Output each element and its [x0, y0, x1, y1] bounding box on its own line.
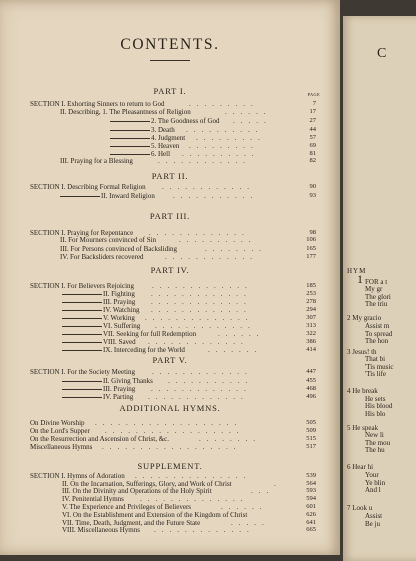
toc-entry-label: II. On the Incarnation, Sufferings, Glory, and Work of Christ: [62, 480, 232, 488]
toc-entry: [62, 526, 140, 534]
facing-page-text: 'Tis music: [365, 363, 394, 371]
facing-page: [343, 16, 416, 561]
toc-entry: [110, 134, 185, 142]
facing-page-text: The glori: [365, 293, 391, 301]
toc-entry: [60, 245, 177, 253]
ditto-rule: [62, 397, 102, 398]
ditto-rule: [62, 294, 102, 295]
toc-page-number: 509: [306, 427, 316, 434]
leader-dots: .......: [208, 346, 263, 354]
toc-entry-label: V. Working: [103, 314, 135, 322]
facing-page-text: C: [377, 46, 387, 61]
toc-page-number: 106: [306, 236, 316, 243]
toc-page-number: 165: [306, 245, 316, 252]
toc-entry: [110, 126, 175, 134]
toc-page-number: 294: [306, 306, 316, 313]
toc-page-number: 386: [306, 338, 316, 345]
toc-entry-label: On Divine Worship: [30, 419, 85, 427]
toc-page-number: 322: [306, 330, 316, 337]
toc-page-number: 496: [306, 393, 316, 400]
toc-page-number: 278: [306, 298, 316, 305]
toc-entry-label: Miscellaneous Hymns: [30, 443, 93, 451]
toc-entry-label: SECTION I. For the Society Meeting: [30, 368, 135, 376]
leader-dots: ......: [225, 108, 272, 116]
leader-dots: ........: [205, 245, 267, 253]
facing-page-text: 2 My gracio: [347, 314, 382, 322]
toc-page-number: 98: [309, 229, 316, 236]
part-heading: PART IV.: [150, 265, 190, 275]
toc-entry-label: SECTION I. Describing Formal Religion: [30, 183, 146, 191]
facing-page-text: Ye blin: [365, 479, 386, 487]
toc-entry: [30, 183, 146, 191]
facing-page-text: Assist: [365, 512, 383, 520]
part-heading: SUPPLEMENT.: [137, 461, 203, 471]
toc-entry: [62, 511, 247, 519]
toc-page-number: 447: [306, 368, 316, 375]
leader-dots: ...: [251, 487, 275, 495]
leader-dots: ............: [165, 253, 258, 261]
leader-dots: ............: [158, 157, 251, 165]
leader-dots: .............: [148, 338, 249, 346]
facing-page-text: He sets: [365, 395, 386, 403]
facing-page-text: The hon: [365, 337, 389, 345]
toc-entry-label: 4. Judgment: [151, 134, 186, 142]
leader-dots: .........: [189, 100, 259, 108]
toc-entry-label: VII. Time, Death, Judgment, and the Future State: [62, 519, 201, 527]
toc-page-number: 601: [306, 503, 316, 510]
facing-page-text: His blood: [365, 402, 393, 410]
toc-entry-label: II. Fighting: [103, 290, 135, 298]
toc-entry: [62, 314, 135, 322]
toc-page-number: 515: [306, 435, 316, 442]
page-column-label: PAGE: [307, 92, 320, 97]
toc-entry: [60, 192, 155, 200]
facing-page-text: And l: [365, 486, 381, 494]
toc-entry: [62, 495, 124, 503]
toc-entry: [62, 290, 135, 298]
toc-entry-label: IV. For Backsliders recovered: [60, 253, 144, 261]
leader-dots: ...................: [95, 419, 243, 427]
toc-page-number: 665: [306, 526, 316, 533]
ditto-rule: [62, 334, 102, 335]
toc-entry-label: II. Inward Religion: [101, 192, 155, 200]
toc-entry-label: IV. Penitential Hymns: [62, 495, 124, 503]
ditto-rule: [62, 389, 102, 390]
toc-entry-label: IX. Interceding for the World: [103, 346, 185, 354]
toc-page-number: 27: [309, 117, 316, 124]
ditto-rule: [110, 154, 150, 155]
facing-page-text: 4 He break: [347, 387, 378, 395]
facing-page-text: HYM: [347, 267, 367, 275]
toc-page-number: 307: [306, 314, 316, 321]
toc-entry-label: VIII. Miscellaneous Hymns: [62, 526, 140, 534]
toc-page-number: 594: [306, 495, 316, 502]
leader-dots: ........: [199, 435, 261, 443]
toc-entry-label: VI. Suffering: [103, 322, 141, 330]
part-heading: PART I.: [153, 86, 187, 96]
leader-dots: .............: [152, 368, 253, 376]
part-heading: PART II.: [151, 171, 189, 181]
toc-entry: [30, 419, 85, 427]
toc-entry: [62, 503, 191, 511]
leader-dots: .............: [151, 290, 252, 298]
toc-page-number: 7: [312, 100, 316, 107]
leader-dots: ..............: [145, 314, 254, 322]
toc-entry: [62, 306, 140, 314]
toc-entry: [62, 487, 212, 495]
toc-entry-label: II. Giving Thanks: [103, 377, 153, 385]
facing-page-text: 5 He speak: [347, 424, 379, 432]
toc-page-number: 593: [306, 487, 316, 494]
leader-dots: ..............: [140, 495, 249, 503]
facing-page-text: His blo: [365, 410, 386, 418]
leader-dots: .........: [196, 134, 266, 142]
facing-page-text: 'Tis life: [365, 370, 387, 378]
toc-entry-label: II. For Mourners convinced of Sin: [60, 236, 157, 244]
toc-entry: [110, 117, 220, 125]
toc-entry: [62, 393, 133, 401]
toc-entry: [62, 385, 135, 393]
toc-entry: [62, 377, 153, 385]
facing-page-text: The hu: [365, 446, 385, 454]
toc-page-number: 505: [306, 419, 316, 426]
toc-entry-label: 5. Heaven: [151, 142, 180, 150]
toc-page-number: 185: [306, 282, 316, 289]
toc-page-number: 82: [309, 157, 316, 164]
facing-page-text: 3 Jesus! th: [347, 348, 377, 356]
toc-entry: [30, 100, 165, 108]
ditto-rule: [62, 302, 102, 303]
ditto-rule: [62, 350, 102, 351]
facing-page-text: 7 Look u: [347, 504, 373, 512]
toc-page-number: 641: [306, 519, 316, 526]
leader-dots: .............: [151, 306, 252, 314]
facing-page-text: That bi: [365, 355, 386, 363]
toc-entry-label: VIII. Saved: [103, 338, 136, 346]
toc-entry: [30, 282, 134, 290]
toc-entry-label: VII. Seeking for full Redemption: [103, 330, 197, 338]
toc-page-number: 414: [306, 346, 316, 353]
ditto-rule: [62, 381, 102, 382]
toc-page-number: 455: [306, 377, 316, 384]
toc-entry-label: IV. Watching: [103, 306, 140, 314]
leader-dots: .....: [231, 519, 270, 527]
toc-entry: [60, 236, 156, 244]
leader-dots: .............: [149, 229, 250, 237]
toc-entry-label: 3. Death: [151, 126, 175, 134]
toc-entry-label: 6. Hell: [151, 150, 171, 158]
toc-entry-label: III. Praying: [103, 385, 136, 393]
toc-page-number: 539: [306, 472, 316, 479]
toc-entry-label: III. For Persons convinced of Backsliding: [60, 245, 178, 253]
toc-entry-label: V. The Experience and Privileges of Believers: [62, 503, 192, 511]
toc-entry: [62, 322, 140, 330]
ditto-rule: [110, 130, 150, 131]
toc-page-number: 517: [306, 443, 316, 450]
toc-entry-label: SECTION I. For Believers Rejoicing: [30, 282, 135, 290]
leader-dots: .........: [189, 142, 259, 150]
leader-dots: ..........: [179, 236, 257, 244]
toc-entry-label: III. Praying for a Blessing: [60, 157, 133, 165]
facing-page-text: New li: [365, 431, 384, 439]
ditto-rule: [110, 146, 150, 147]
toc-entry-label: SECTION I. Exhorting Sinners to return to God: [30, 100, 165, 108]
ditto-rule: [62, 318, 102, 319]
toc-entry: [60, 108, 191, 116]
toc-page-number: 313: [306, 322, 316, 329]
toc-entry-label: On the Lord's Supper: [30, 427, 90, 435]
toc-entry: [30, 443, 92, 451]
ditto-rule: [62, 326, 102, 327]
leader-dots: .............: [148, 393, 249, 401]
ditto-rule: [62, 342, 102, 343]
toc-entry-label: VI. On the Establishment and Extension of the Kingdom of Christ: [62, 511, 248, 519]
toc-entry-label: III. Praying: [103, 298, 136, 306]
facing-page-text: Be ju: [365, 520, 380, 528]
toc-entry: [30, 368, 135, 376]
toc-entry: [62, 298, 135, 306]
leader-dots: ..........: [186, 126, 264, 134]
facing-page-text: 1: [357, 272, 363, 286]
part-heading: ADDITIONAL HYMNS.: [119, 403, 221, 413]
toc-entry-label: IV. Parting: [103, 393, 134, 401]
leader-dots: ..........: [182, 150, 260, 158]
facing-page-text: Your: [365, 471, 379, 479]
toc-entry-label: SECTION I. Praying for Repentance: [30, 229, 134, 237]
toc-entry: [60, 253, 143, 261]
page-title: CONTENTS.: [120, 36, 220, 53]
ditto-rule: [110, 138, 150, 139]
title-rule: [150, 60, 190, 61]
toc-page-number: 564: [306, 480, 316, 487]
facing-page-text: The triu: [365, 300, 388, 308]
leader-dots: ..................: [105, 427, 245, 435]
toc-entry: [62, 330, 196, 338]
toc-entry-label: 2. The Goodness of God: [151, 117, 220, 125]
toc-page-number: 17: [309, 108, 316, 115]
toc-entry: [60, 157, 133, 165]
facing-page-text: 6 Hear hi: [347, 463, 374, 471]
toc-entry: [30, 427, 90, 435]
ditto-rule: [62, 310, 102, 311]
toc-page-number: 44: [309, 126, 316, 133]
toc-entry-label: SECTION I. Hymns of Adoration: [30, 472, 125, 480]
leader-dots: .: [274, 480, 282, 488]
toc-page-number: 177: [306, 253, 316, 260]
toc-entry: [30, 472, 125, 480]
leader-dots: .............: [152, 282, 253, 290]
leader-dots: .............: [151, 298, 252, 306]
leader-dots: ............: [162, 183, 255, 191]
toc-page-number: 626: [306, 511, 316, 518]
leader-dots: ..................: [102, 443, 242, 451]
toc-page-number: 57: [309, 134, 316, 141]
toc-page-number: 253: [306, 290, 316, 297]
toc-entry: [62, 346, 185, 354]
toc-entry: [62, 338, 136, 346]
leader-dots: ...............: [135, 472, 252, 480]
leader-dots: ......: [218, 330, 265, 338]
toc-page-number: 93: [309, 192, 316, 199]
facing-page-text: To spread: [365, 330, 393, 338]
toc-page-number: 69: [309, 142, 316, 149]
facing-page-text: My gr: [365, 285, 383, 293]
toc-page-number: 90: [309, 183, 316, 190]
toc-page-number: 468: [306, 385, 316, 392]
toc-entry-label: II. Describing, 1. The Pleasantness of Religion: [60, 108, 191, 116]
toc-page-number: 81: [309, 150, 316, 157]
ditto-rule: [60, 196, 100, 197]
toc-entry: [30, 435, 169, 443]
leader-dots: .....: [233, 117, 272, 125]
leader-dots: .............: [155, 322, 256, 330]
toc-entry: [110, 142, 179, 150]
leader-dots: .............: [154, 526, 255, 534]
toc-entry-label: On the Resurrection and Ascension of Christ, &c.: [30, 435, 170, 443]
leader-dots: .............: [151, 385, 252, 393]
part-heading: PART III.: [149, 211, 191, 221]
facing-page-text: FOR a t: [365, 278, 388, 286]
ditto-rule: [110, 121, 150, 122]
leader-dots: ...........: [168, 377, 254, 385]
facing-page-text: The mou: [365, 439, 391, 447]
leader-dots: ...........: [173, 192, 259, 200]
toc-entry-label: III. On the Divinity and Operations of the Holy Spirit: [62, 487, 212, 495]
part-heading: PART V.: [152, 355, 188, 365]
facing-page-text: Assist m: [365, 322, 390, 330]
leader-dots: ......: [221, 503, 268, 511]
